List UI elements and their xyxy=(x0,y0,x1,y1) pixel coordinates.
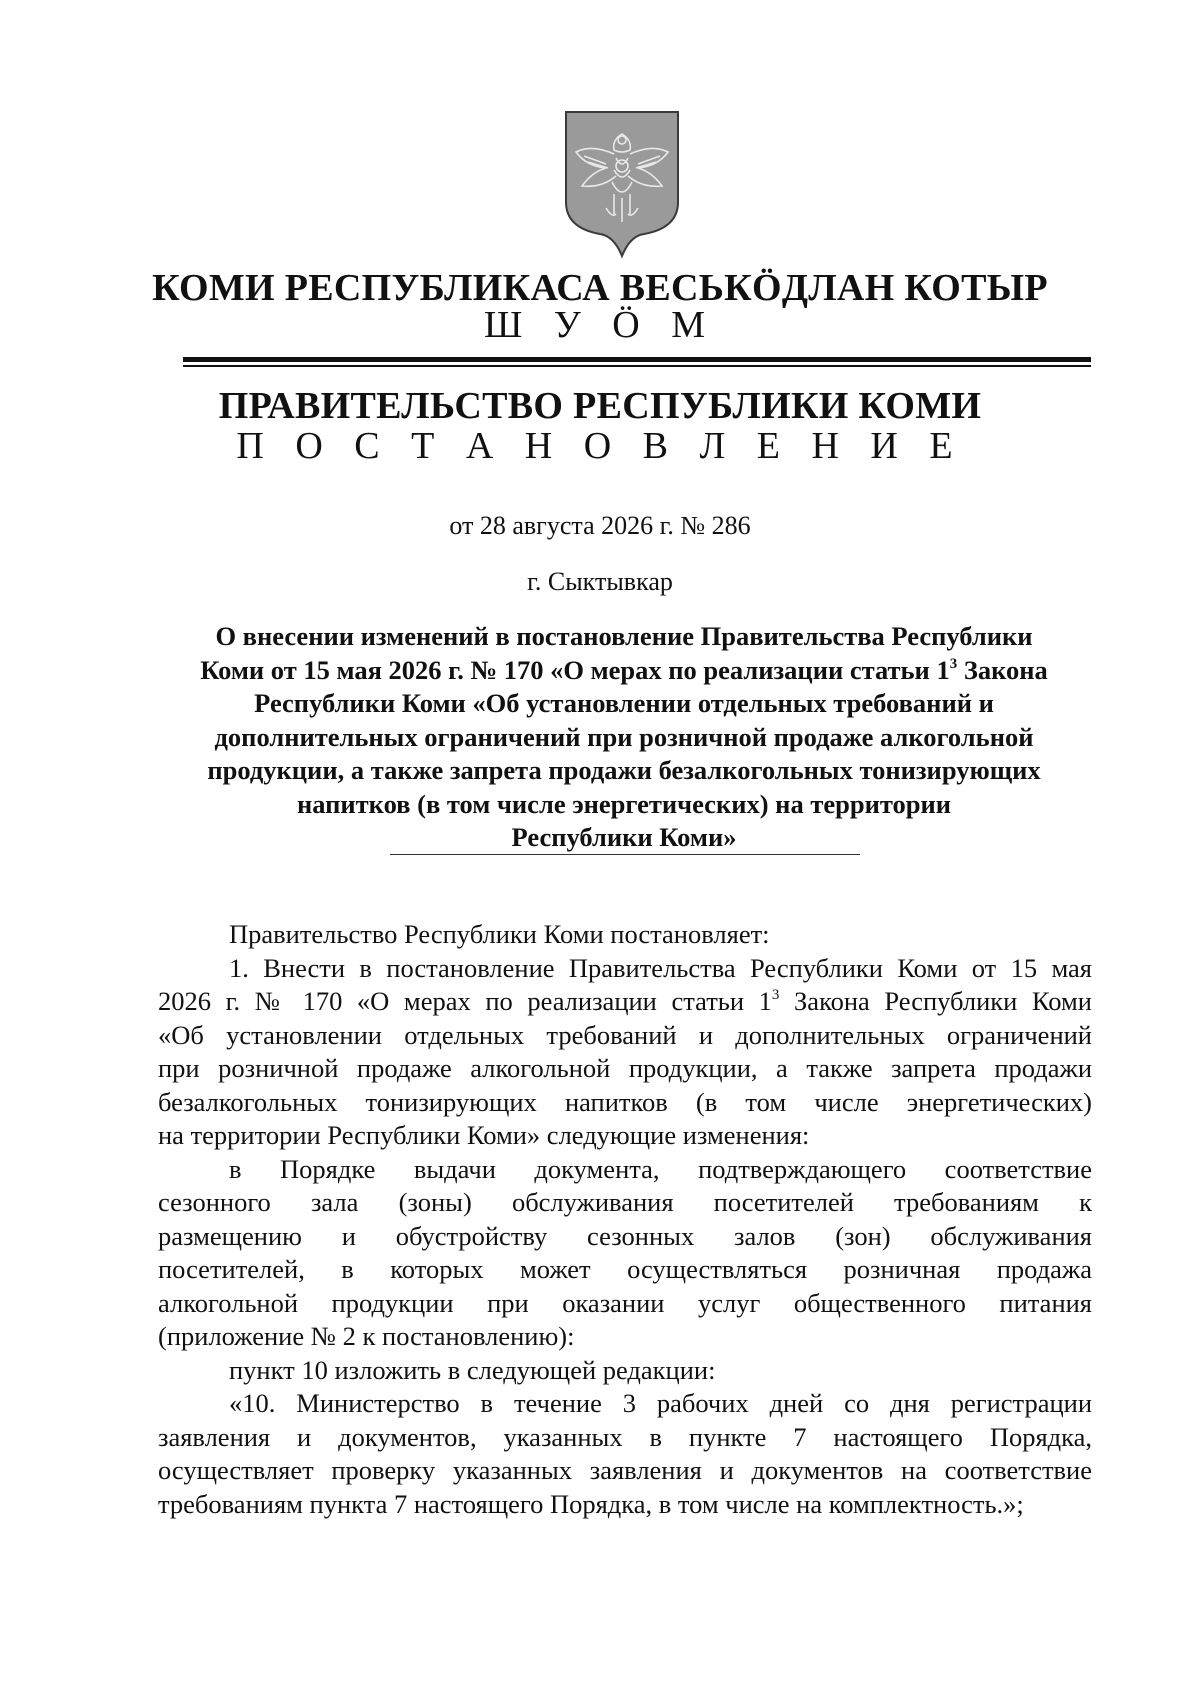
russian-document-type: П О С Т А Н О В Л Е Н И Е xyxy=(236,425,964,467)
text-line: требованиям пункта 7 настоящего Порядка, в том числе на комплектность.»; xyxy=(158,1488,1024,1519)
document-place: г. Сыктывкар xyxy=(527,567,673,596)
title-line: напитков (в том числе энергетических) на территории xyxy=(296,788,952,819)
komi-document-type: Ш У Ӧ М xyxy=(484,304,716,346)
text-line: заявления и документов, указанных в пункте 7 настоящего Порядка, xyxy=(158,1421,1092,1452)
body-paragraph xyxy=(158,952,1092,1153)
body-paragraph: Правительство Республики Коми постановляет: xyxy=(229,919,770,949)
document-body xyxy=(158,918,1092,1521)
text-line: при розничной продаже алкогольной продукции, а также запрета продажи xyxy=(158,1053,1092,1083)
title-line: О внесении изменений в постановление Правительства Республики xyxy=(215,621,1033,651)
text-line: осуществляет проверку указанных заявления и документов на соответствие xyxy=(158,1455,1092,1485)
title-text: Коми от 15 мая 2026 г. № 170 «О мерах по реализации статьи 1 xyxy=(200,654,950,685)
text-line: 1. Внести в постановление Правительства Республики Коми от 15 мая xyxy=(229,952,1092,983)
text-line: безалкогольных тонизирующих напитков (в том числе энергетических) xyxy=(158,1086,1092,1117)
text-segment: Закона Республики Коми xyxy=(779,986,1092,1016)
document-title xyxy=(150,620,1098,855)
text-line xyxy=(158,985,1092,1019)
text-line: посетителей, в которых может осуществляться розничная продажа xyxy=(158,1254,1092,1284)
body-paragraph xyxy=(158,1153,1092,1354)
russian-government-name: ПРАВИТЕЛЬСТВО РЕСПУБЛИКИ КОМИ xyxy=(218,385,982,427)
header-rule-thin xyxy=(183,365,1091,367)
superscript: 3 xyxy=(949,655,958,672)
text-line: «10. Министерство в течение 3 рабочих дней со дня регистрации xyxy=(229,1388,1092,1418)
title-divider xyxy=(390,854,860,855)
text-line: «Об установлении отдельных требований и дополнительных ограничений xyxy=(158,1019,1092,1050)
text-segment: 2026 г. № 170 «О мерах по реализации статьи 1 xyxy=(158,986,772,1016)
title-line: Республики Коми» xyxy=(511,822,737,852)
title-line: дополнительных ограничений при розничной продаже алкогольной xyxy=(214,721,1034,752)
komi-government-name: КОМИ РЕСПУБЛИКАСА ВЕСЬКӦДЛАН КОТЫР xyxy=(152,267,1048,309)
title-line: продукции, а также запрета продажи безалкогольных тонизирующих xyxy=(207,755,1041,785)
body-paragraph: пункт 10 изложить в следующей редакции: xyxy=(229,1354,716,1385)
text-line: в Порядке выдачи документа, подтверждающего соответствие xyxy=(229,1153,1092,1184)
header-rule-thick xyxy=(183,357,1091,362)
body-paragraph xyxy=(158,1387,1092,1521)
title-line xyxy=(150,654,1098,688)
coat-of-arms-icon xyxy=(562,110,682,260)
text-line: на территории Республики Коми» следующие изменения: xyxy=(158,1120,810,1150)
superscript: 3 xyxy=(771,987,780,1003)
document-date-number: от 28 августа 2026 г. № 286 xyxy=(449,511,751,540)
title-line: Республики Коми «Об установлении отдельных требований и xyxy=(254,688,994,718)
title-text: Закона xyxy=(957,654,1048,685)
text-line: (приложение № 2 к постановлению): xyxy=(158,1321,575,1351)
text-line: размещению и обустройству сезонных залов (зон) обслуживания xyxy=(158,1220,1092,1251)
text-line: сезонного зала (зоны) обслуживания посетителей требованиям к xyxy=(158,1187,1092,1217)
text-line: алкогольной продукции при оказании услуг общественного питания xyxy=(158,1287,1092,1318)
